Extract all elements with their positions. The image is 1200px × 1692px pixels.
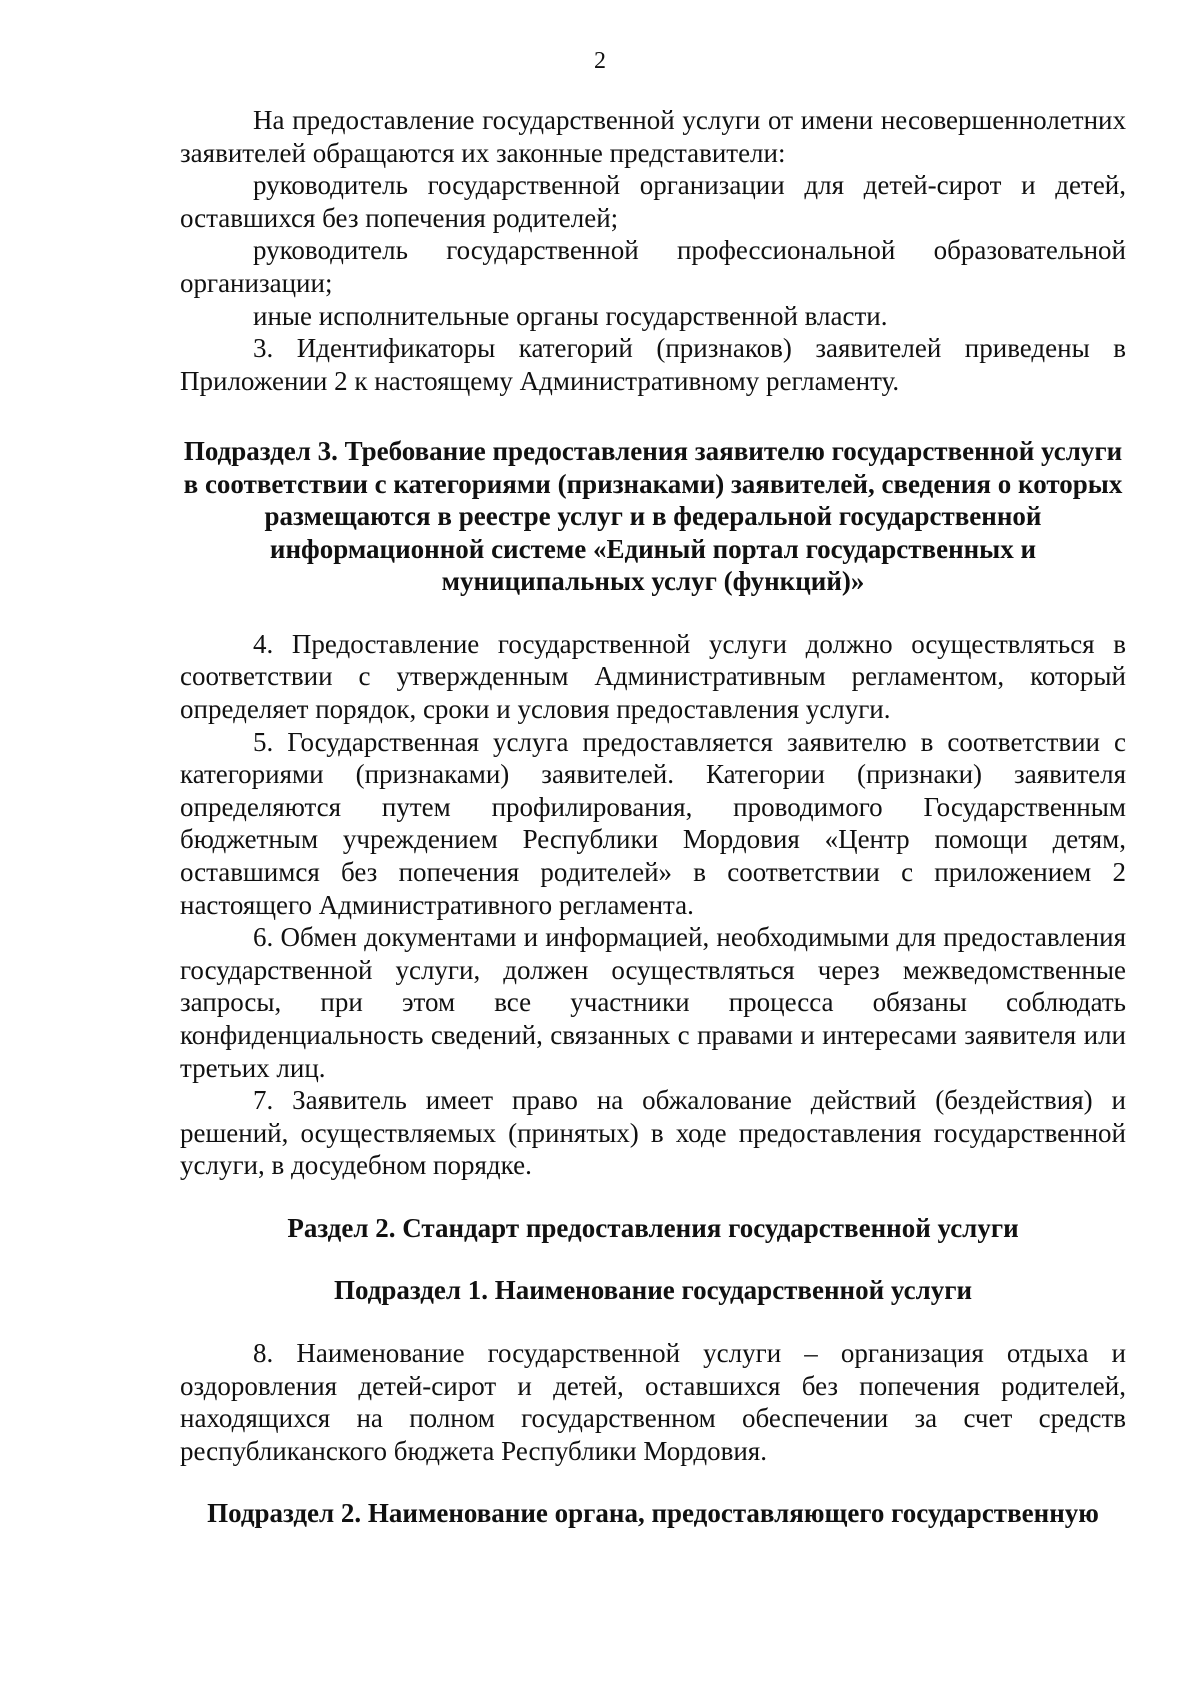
paragraph-legal-representatives: На предоставление государственной услуги от имени несовершеннолетних заявителей обращаются их законные представители: xyxy=(180,105,1126,168)
subsection-3-heading: Подраздел 3. Требование предоставления заявителю государственной услуги в соответствии с категориями (признаками) заявителей, сведения о которых размещаются в реестре услуг и в федеральной государственной информационной системе «Единый портал государственных и муниципальных услуг (функций)» xyxy=(183,436,1123,597)
subsection-1-heading: Подраздел 1. Наименование государственной услуги xyxy=(333,1275,973,1306)
paragraph-7: 7. Заявитель имеет право на обжалование действий (бездействия) и решений, осуществляемых (принятых) в ходе предоставления государственной услуги, в досудебном порядке. xyxy=(180,1085,1126,1181)
paragraph-4: 4. Предоставление государственной услуги должно осуществляться в соответствии с утвержденным Административным регламентом, который определяет порядок, сроки и условия предоставления услуги. xyxy=(180,628,1126,725)
paragraph-3: 3. Идентификаторы категорий (признаков) заявителей приведены в Приложении 2 к настоящему Административному регламенту. xyxy=(180,333,1126,396)
paragraph-5: 5. Государственная услуга предоставляется заявителю в соответствии с категориями (признаками) заявителей. Категории (признаки) заявителя определяются путем профилирования, проводимого Государственным бюджетным учреждением Республики Мордовия «Центр помощи детям, оставшимся без попечения родителей» в соответствии с приложением 2 настоящего Административного регламента. xyxy=(180,726,1126,920)
paragraph-6: 6. Обмен документами и информацией, необходимыми для предоставления государственной услуги, должен осуществляться через межведомственные запросы, при этом все участники процесса обязаны соблюдать конфиденциальность сведений, связанных с правами и интересами заявителя или третьих лиц. xyxy=(180,922,1126,1083)
section-2-heading: Раздел 2. Стандарт предоставления государственной услуги xyxy=(287,1212,1019,1243)
paragraph-orphanage-head: руководитель государственной организации для детей-сирот и детей, оставшихся без попечения родителей; xyxy=(180,170,1126,233)
paragraph-other-authorities: иные исполнительные органы государственной власти. xyxy=(253,300,888,331)
paragraph-8: 8. Наименование государственной услуги – организация отдыха и оздоровления детей-сирот и детей, оставшихся без попечения родителей, находящихся на полном государственном обеспечении за счет средств республиканского бюджета Республики Мордовия. xyxy=(180,1337,1126,1466)
subsection-2-heading: Подраздел 2. Наименование органа, предоставляющего государственную xyxy=(207,1498,1099,1529)
document-body xyxy=(180,104,1126,1530)
page-number: 2 xyxy=(594,48,606,74)
paragraph-educational-org-head: руководитель государственной профессиональной образовательной организации; xyxy=(180,235,1126,298)
